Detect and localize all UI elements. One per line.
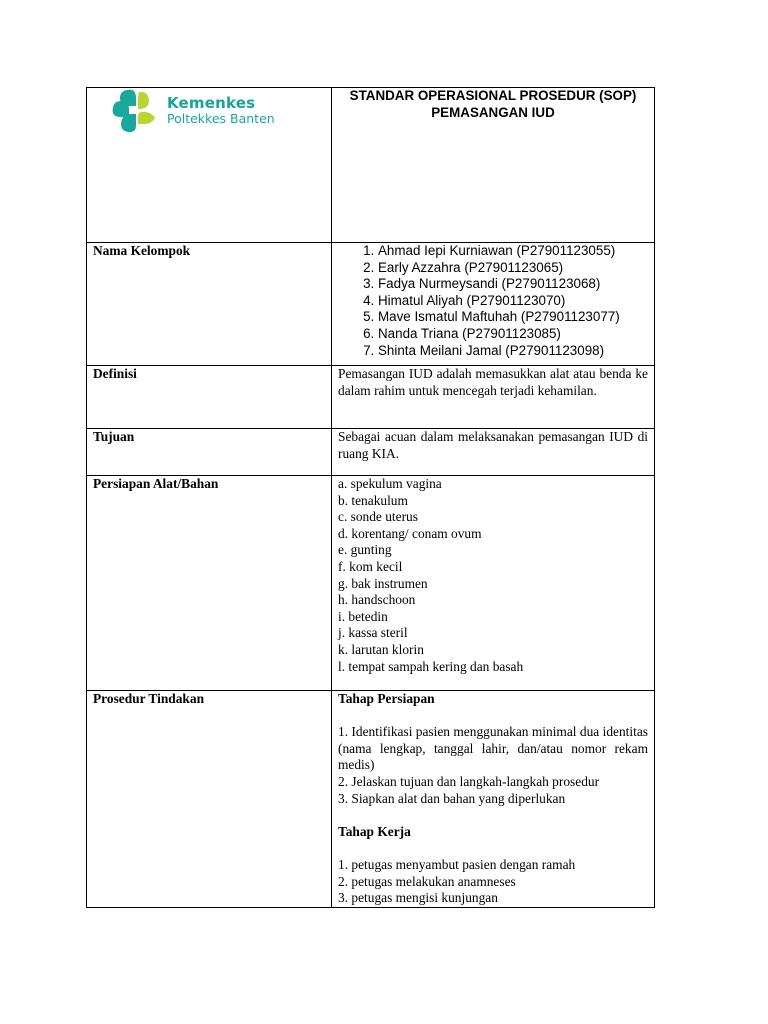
persiapan-cell — [332, 476, 655, 691]
kemenkes-logo — [111, 88, 325, 134]
title-cell — [332, 88, 655, 243]
label-persiapan: Persiapan Alat/Bahan — [87, 476, 332, 691]
label-prosedur: Prosedur Tindakan — [87, 691, 332, 908]
sop-document — [86, 87, 654, 908]
member-item: 4. Himatul Aliyah (P27901123070) — [378, 293, 648, 310]
header-row — [87, 88, 655, 243]
member-item: 7. Shinta Meilani Jamal (P27901123098) — [378, 343, 648, 360]
tahap-kerja-title: Tahap Kerja — [338, 823, 411, 839]
members-list — [338, 243, 648, 359]
member-item: 3. Fadya Nurmeysandi (P27901123068) — [378, 276, 648, 293]
row-tujuan — [87, 429, 655, 476]
member-item: 5. Mave Ismatul Maftuhah (P27901123077) — [378, 309, 648, 326]
equipment-item: b. tenakulum — [338, 492, 408, 508]
definisi-text: Pemasangan IUD adalah memasukkan alat atau benda ke dalam rahim untuk mencegah terjadi kehamilan. — [332, 366, 655, 429]
label-nama-kelompok: Nama Kelompok — [87, 243, 332, 366]
member-item: 6. Nanda Triana (P27901123085) — [378, 326, 648, 343]
label-definisi: Definisi — [87, 366, 332, 429]
equipment-item: i. betedin — [338, 608, 388, 624]
equipment-item: h. handschoon — [338, 592, 416, 608]
prosedur-cell — [332, 691, 655, 908]
tujuan-text: Sebagai acuan dalam melaksanakan pemasangan IUD di ruang KIA. — [332, 429, 655, 476]
row-definisi — [87, 366, 655, 429]
equipment-item: f. kom kecil — [338, 558, 403, 574]
tahap-persiapan-title: Tahap Persiapan — [338, 691, 435, 706]
equipment-item: c. sonde uterus — [338, 509, 418, 525]
equipment-item: k. larutan klorin — [338, 641, 424, 657]
document-subtitle: PEMASANGAN IUD — [431, 104, 555, 120]
equipment-item: e. gunting — [338, 542, 392, 558]
persiapan-step: 2. Jelaskan tujuan dan langkah-langkah prosedur — [338, 773, 600, 789]
persiapan-step: 3. Siapkan alat dan bahan yang diperlukan — [338, 790, 566, 806]
equipment-item: d. korentang/ conam ovum — [338, 525, 482, 541]
equipment-item: j. kassa steril — [338, 625, 408, 641]
logo-subtitle: Poltekkes Banten — [167, 111, 275, 126]
member-item: 1. Ahmad Iepi Kurniawan (P27901123055) — [378, 243, 648, 260]
sop-table — [86, 87, 655, 908]
logo-cell — [87, 88, 332, 243]
label-tujuan: Tujuan — [87, 429, 332, 476]
members-cell — [332, 243, 655, 366]
equipment-list — [338, 476, 648, 675]
logo-title: Kemenkes — [167, 94, 256, 112]
equipment-item: l. tempat sampah kering dan basah — [338, 658, 524, 674]
document-title: STANDAR OPERASIONAL PROSEDUR (SOP) — [349, 88, 637, 103]
kerja-step: 1. petugas menyambut pasien dengan ramah — [338, 856, 576, 872]
row-nama-kelompok — [87, 243, 655, 366]
row-prosedur — [87, 691, 655, 908]
row-persiapan — [87, 476, 655, 691]
equipment-item: g. bak instrumen — [338, 575, 428, 591]
kerja-step: 3. petugas mengisi kunjungan — [338, 890, 498, 906]
equipment-item: a. spekulum vagina — [338, 476, 442, 491]
kemenkes-emblem-icon — [111, 88, 161, 134]
persiapan-step: 1. Identifikasi pasien menggunakan minimal dua identitas (nama lengkap, tanggal lahir, dan/atau nomor rekam medis) — [338, 724, 648, 773]
kerja-step: 2. petugas melakukan anamneses — [338, 873, 516, 889]
member-item: 2. Early Azzahra (P27901123065) — [378, 260, 648, 277]
